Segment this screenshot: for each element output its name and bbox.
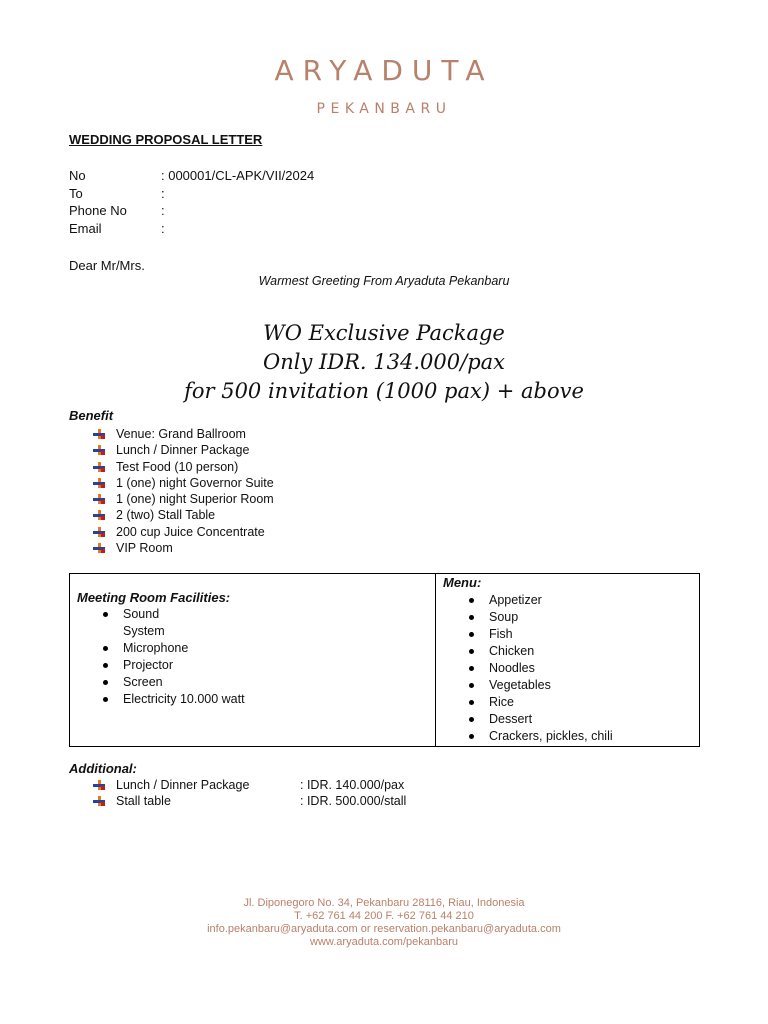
item-text: VIP Room [116,541,173,556]
item-text: 2 (two) Stall Table [116,508,216,523]
field-value: : [161,186,165,201]
headline-condition: for 500 invitation (1000 pax) + above [184,379,584,403]
list-item [466,711,613,728]
additional-price: : IDR. 500.000/stall [300,794,407,808]
list-item [93,540,274,556]
list-item [100,640,245,657]
footer-website: www.aryaduta.com/pekanbaru [310,936,458,948]
additional-list [93,777,249,810]
item-text: Projector [123,658,174,672]
brand-logo: ARYADUTA [274,54,494,87]
field-value: : [161,221,165,236]
greeting: Warmest Greeting From Aryaduta Pekanbaru [258,274,510,288]
list-item [466,626,613,643]
bullet-icon [93,510,105,521]
bullet-icon [93,445,105,456]
item-text: Chicken [489,644,535,658]
bullet-icon [93,543,105,554]
item-text: Electricity 10.000 watt [123,692,245,706]
menu-title: Menu: [443,575,482,590]
list-item [100,606,245,623]
bullet-icon [93,429,105,440]
item-text: Vegetables [489,678,551,692]
item-text: Venue: Grand Ballroom [116,427,246,441]
additional-price: : IDR. 140.000/pax [300,778,405,792]
item-text: Microphone [123,641,189,655]
item-label: Stall table [116,794,171,809]
field-label: Email [69,221,102,236]
list-item [466,643,613,660]
brand-location: PEKANBARU [316,101,452,117]
list-item-continuation [100,623,245,640]
item-label: Lunch / Dinner Package [116,778,250,792]
list-item [466,660,613,677]
benefit-title: Benefit [69,408,114,423]
bullet-icon [93,780,105,791]
bullet-icon [93,494,105,505]
list-item [466,694,613,711]
field-label: Phone No [69,203,127,218]
list-item [93,459,274,475]
item-text: Noodles [489,661,535,675]
list-item [93,491,274,507]
item-text: Appetizer [489,593,542,607]
benefit-list [93,426,274,556]
list-item [100,691,245,708]
list-item [100,657,245,674]
item-text: Screen [123,675,163,689]
facilities-list [100,606,245,708]
item-text: Test Food (10 person) [116,459,239,474]
item-text: 200 cup Juice Concentrate [116,524,265,539]
list-item [93,793,249,809]
list-item [466,609,613,626]
item-text: Sound [123,607,160,621]
headline-price: Only IDR. 134.000/pax [262,350,505,374]
item-text: Fish [489,627,513,641]
item-text: Crackers, pickles, chili [489,729,613,743]
footer-email: info.pekanbaru@aryaduta.com or reservation.pekanbaru@aryaduta.com [207,923,561,935]
menu-list [466,592,613,745]
field-value: : 000001/CL-APK/VII/2024 [161,168,315,183]
list-item [93,426,274,442]
table-divider [435,573,436,746]
document-title: WEDDING PROPOSAL LETTER [69,132,263,147]
list-item [93,777,249,793]
salutation: Dear Mr/Mrs. [69,258,145,273]
footer-address: Jl. Diponegoro No. 34, Pekanbaru 28116, Riau, Indonesia [243,897,525,909]
item-text: Rice [489,695,515,709]
item-text: 1 (one) night Governor Suite [116,475,274,490]
item-text: Dessert [489,712,533,726]
list-item [93,524,274,540]
footer-phone: T. +62 761 44 200 F. +62 761 44 210 [294,910,474,922]
field-label: To [69,186,83,201]
bullet-icon [93,478,105,489]
item-text: 1 (one) night Superior Room [116,492,274,507]
list-item [466,592,613,609]
bullet-icon [93,462,105,473]
additional-title: Additional: [69,761,137,776]
item-text: System [123,624,165,638]
item-text: Soup [489,610,519,624]
facilities-title: Meeting Room Facilities: [77,590,231,605]
headline-package: WO Exclusive Package [263,321,505,345]
item-text: Lunch / Dinner Package [116,443,250,458]
field-value: : [161,203,165,218]
list-item [466,728,613,745]
list-item [93,442,274,458]
field-label: No [69,168,86,183]
list-item [93,475,274,491]
bullet-icon [93,796,105,807]
list-item [466,677,613,694]
list-item [100,674,245,691]
bullet-icon [93,527,105,538]
list-item [93,507,274,523]
